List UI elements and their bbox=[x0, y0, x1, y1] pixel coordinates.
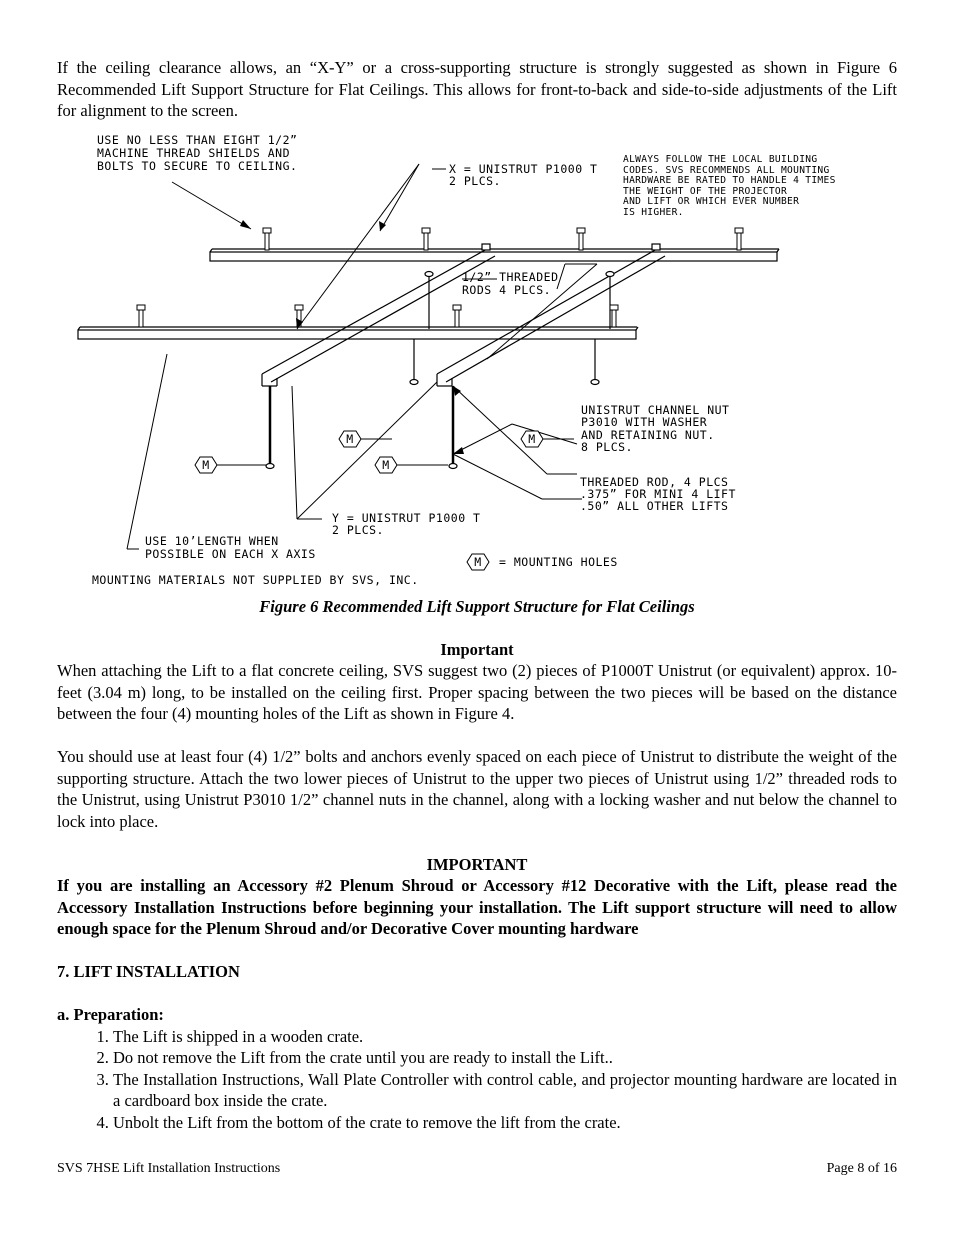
annotation-rods bbox=[462, 270, 559, 297]
svg-text:USE NO LESS THAN EIGHT 1/2”: USE NO LESS THAN EIGHT 1/2” bbox=[97, 132, 298, 147]
figure-caption: Figure 6 Recommended Lift Support Structure for Flat Ceilings bbox=[259, 596, 695, 616]
subsection-title: a. Preparation: bbox=[57, 1005, 164, 1024]
support-structure-diagram bbox=[57, 124, 897, 596]
bolts-rear bbox=[263, 228, 743, 250]
annotation-threaded-rod bbox=[580, 475, 736, 513]
section-title: 7. LIFT INSTALLATION bbox=[57, 962, 240, 981]
list-item: 3. The Installation Instructions, Wall Plate Controller with control cable, and projector mounting hardware are located in a cardboard box inside the crate. bbox=[113, 1069, 897, 1112]
annotation-length bbox=[145, 534, 316, 561]
important-caps-heading: IMPORTANT bbox=[426, 854, 528, 874]
annotation-bolts bbox=[97, 133, 297, 173]
svg-text:P3010 WITH WASHER: P3010 WITH WASHER bbox=[581, 414, 708, 429]
svg-text:HARDWARE BE RATED TO HANDLE 4: HARDWARE BE RATED TO HANDLE 4 TIMES bbox=[623, 174, 836, 186]
annotation-supplied: MOUNTING MATERIALS NOT SUPPLIED BY SVS, INC. bbox=[92, 572, 419, 587]
annotation-y-label bbox=[332, 511, 480, 537]
svg-text:RODS 4 PLCS.: RODS 4 PLCS. bbox=[462, 282, 552, 297]
m-marker-1: M bbox=[346, 431, 354, 446]
svg-text:THE WEIGHT OF THE PROJECTOR: THE WEIGHT OF THE PROJECTOR bbox=[623, 185, 788, 197]
important-heading: Important bbox=[440, 639, 514, 659]
svg-text:2 PLCS.: 2 PLCS. bbox=[332, 522, 384, 537]
list-item: 4. Unbolt the Lift from the bottom of the crate to remove the lift from the crate. bbox=[113, 1112, 897, 1134]
svg-text:X = UNISTRUT P1000 T: X = UNISTRUT P1000 T bbox=[449, 161, 598, 176]
svg-text:8 PLCS.: 8 PLCS. bbox=[581, 439, 633, 454]
important-paragraph-2: You should use at least four (4) 1/2” bolts and anchors evenly spaced on each piece of Unistrut to distribute the weight of the supporting structure. Attach the two lower pieces of Unistrut to the upper two pieces of Unistrut using 1/2” threaded rods to the Unistrut, using Unistrut P3010 1/2” channel nuts in the channel, along with a locking washer and nut below the channel to lock into place. bbox=[57, 747, 897, 831]
svg-text:ALWAYS FOLLOW THE LOCAL BUILDI: ALWAYS FOLLOW THE LOCAL BUILDING bbox=[623, 153, 818, 165]
svg-text:CODES. SVS RECOMMENDS ALL MOUN: CODES. SVS RECOMMENDS ALL MOUNTING bbox=[623, 164, 830, 176]
svg-text:AND LIFT OR WHICH EVER NUMBER: AND LIFT OR WHICH EVER NUMBER bbox=[623, 195, 800, 207]
support-structure-figure bbox=[57, 124, 897, 596]
svg-text:USE 10’LENGTH WHEN: USE 10’LENGTH WHEN bbox=[145, 533, 279, 548]
legend-mounting-holes: = MOUNTING HOLES bbox=[499, 554, 618, 569]
m-marker-3: M bbox=[202, 457, 210, 472]
svg-text:Y = UNISTRUT P1000 T: Y = UNISTRUT P1000 T bbox=[332, 510, 481, 525]
svg-text:UNISTRUT CHANNEL NUT: UNISTRUT CHANNEL NUT bbox=[581, 402, 730, 417]
x-channel-front bbox=[78, 330, 636, 339]
important-paragraph-1: When attaching the Lift to a flat concrete ceiling, SVS suggest two (2) pieces of P1000T Unistrut (or equivalent) approx. 10-feet (3.04 m) long, to be installed on the ceiling first. Proper spacing between the two pieces will be based on the distance between the four (4) mounting holes of the Lift as shown in Figure 4. bbox=[57, 661, 897, 723]
m-marker-4: M bbox=[382, 457, 390, 472]
preparation-steps bbox=[57, 1026, 897, 1134]
svg-text:MACHINE THREAD SHIELDS AND: MACHINE THREAD SHIELDS AND bbox=[97, 145, 291, 160]
y-channel-right bbox=[437, 244, 665, 386]
m-marker-legend: M bbox=[474, 554, 482, 569]
svg-text:POSSIBLE ON EACH X AXIS: POSSIBLE ON EACH X AXIS bbox=[145, 546, 316, 561]
svg-text:.375” FOR MINI 4 LIFT: .375” FOR MINI 4 LIFT bbox=[580, 486, 736, 501]
footer-page-number: Page 8 of 16 bbox=[826, 1161, 897, 1176]
list-item: 2. Do not remove the Lift from the crate until you are ready to install the Lift.. bbox=[113, 1047, 897, 1069]
m-marker-2: M bbox=[528, 431, 536, 446]
svg-text:BOLTS TO SECURE TO CEILING.: BOLTS TO SECURE TO CEILING. bbox=[97, 158, 298, 173]
annotation-x-label bbox=[449, 162, 597, 188]
annotation-codes bbox=[623, 154, 836, 218]
svg-text:THREADED ROD, 4 PLCS: THREADED ROD, 4 PLCS bbox=[580, 474, 729, 489]
intro-paragraph: If the ceiling clearance allows, an “X-Y” or a cross-supporting structure is strongly suggested as shown in Figure 6 Recommended Lift Support Structure for Flat Ceilings. This allows for front-to-back and side-to-side adjustments of the Lift for alignment to the screen. bbox=[57, 58, 897, 120]
svg-text:.50” ALL OTHER LIFTS: .50” ALL OTHER LIFTS bbox=[580, 498, 729, 513]
page-content bbox=[57, 57, 897, 1133]
svg-text:IS HIGHER.: IS HIGHER. bbox=[623, 206, 684, 218]
annotation-channel-nut bbox=[581, 403, 729, 454]
footer-title: SVS 7HSE Lift Installation Instructions bbox=[57, 1161, 281, 1176]
svg-text:2 PLCS.: 2 PLCS. bbox=[449, 173, 501, 188]
svg-text:AND RETAINING NUT.: AND RETAINING NUT. bbox=[581, 427, 715, 442]
list-item: 1. The Lift is shipped in a wooden crate. bbox=[113, 1026, 897, 1048]
svg-text:1/2” THREADED: 1/2” THREADED bbox=[462, 269, 559, 284]
important-caps-text: If you are installing an Accessory #2 Plenum Shroud or Accessory #12 Decorative with the Lift, please read the Accessory Installation Instructions before beginning your installation. The Lift support structure will need to allow enough space for the Plenum Shroud and/or Decorative Cover mounting hardware bbox=[57, 876, 897, 938]
